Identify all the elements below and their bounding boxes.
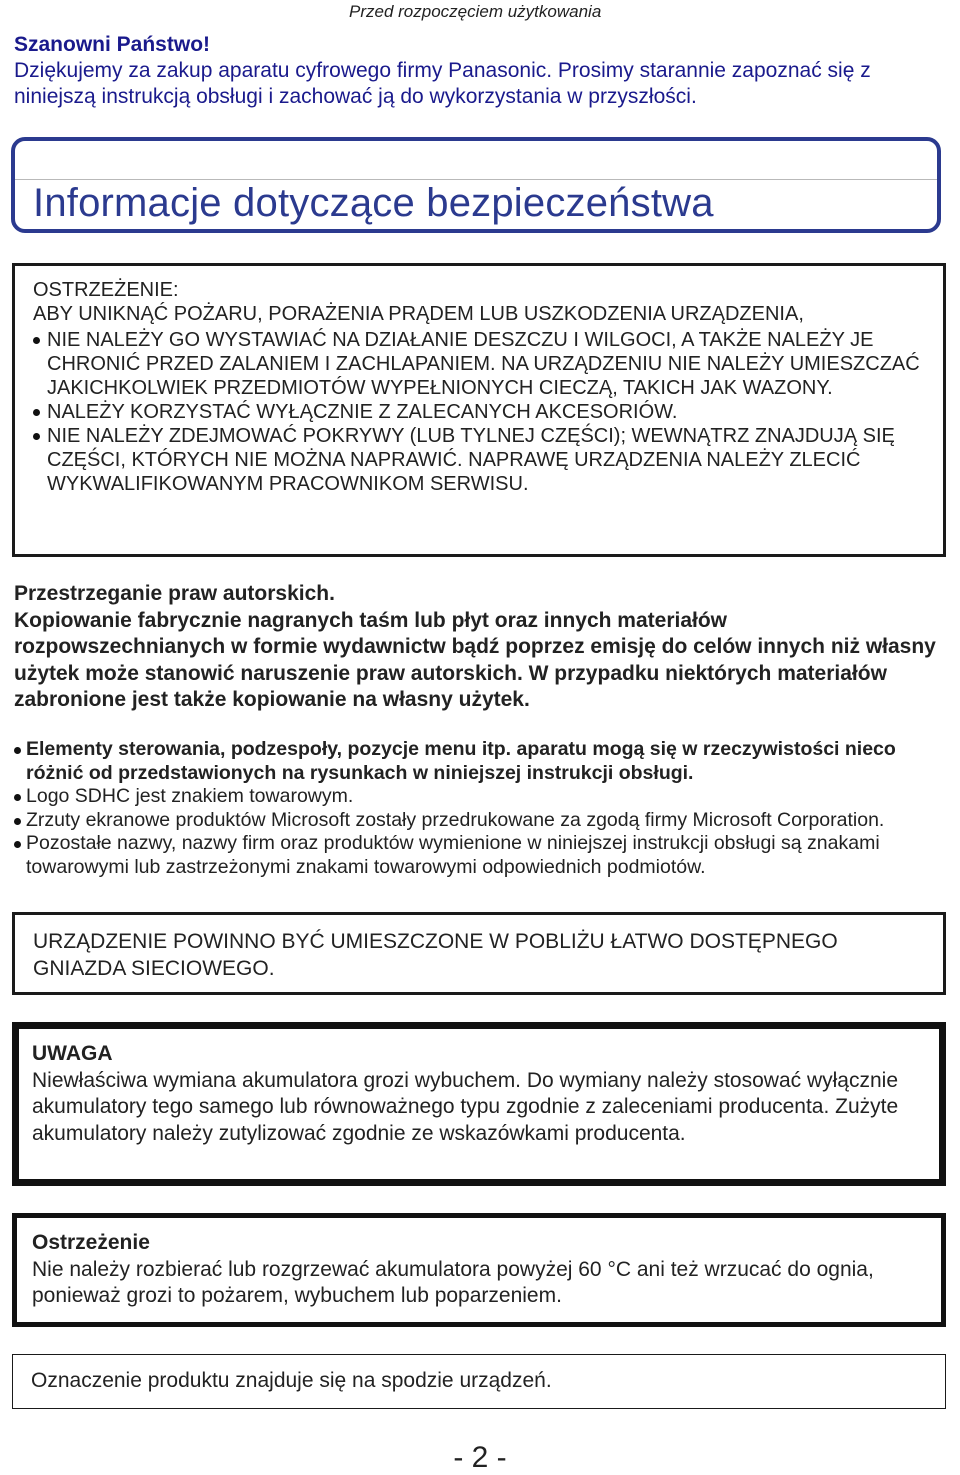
heat-warning-body: Nie należy rozbierać lub rozgrzewać akumulatora powyżej 60 °C ani też wrzucać do ognia, ponieważ grozi to pożarem, wybuchem lub poparzeniem. [32, 1257, 874, 1307]
socket-notice-box [12, 912, 946, 995]
heat-warning-box [12, 1213, 946, 1327]
copyright-title: Przestrzeganie praw autorskich. [14, 582, 335, 605]
page-number: - 2 - [453, 1441, 507, 1474]
warning-intro: ABY UNIKNĄĆ POŻARU, PORAŻENIA PRĄDEM LUB USZKODZENIA URZĄDZENIA, [33, 303, 804, 325]
note-item: Zrzuty ekranowe produktów Microsoft zostały przedrukowane za zgodą firmy Microsoft Corporation. [14, 809, 944, 833]
greeting [14, 32, 944, 110]
warning-item: NIE NALEŻY GO WYSTAWIAĆ NA DZIAŁANIE DESZCZU I WILGOCI, A TAKŻE NALEŻY JE CHRONIĆ PRZED ZALANIEM I ZACHLAPANIEM. NA URZĄDZENIU NIE NALEŻY UMIESZCZAĆ JAKICHKOLWIEK PRZEDMIOTÓW WYPEŁNIONYCH CIECZĄ, TAKICH JAK WAZONY. [33, 328, 925, 400]
greeting-title: Szanowni Państwo! [14, 33, 211, 56]
section-banner [11, 137, 941, 233]
notes-list [14, 738, 944, 879]
warning-item: NALEŻY KORZYSTAĆ WYŁĄCZNIE Z ZALECANYCH AKCESORIÓW. [33, 400, 925, 424]
warning-title: OSTRZEŻENIE: [33, 279, 179, 301]
product-marking-box [12, 1354, 946, 1409]
caution-title: UWAGA [32, 1042, 113, 1065]
note-item: Logo SDHC jest znakiem towarowym. [14, 785, 944, 809]
heat-warning-title: Ostrzeżenie [32, 1231, 150, 1254]
note-item: Pozostałe nazwy, nazwy firm oraz produktów wymienione w niniejszej instrukcji obsługi są znakami towarowymi lub zastrzeżonymi znakami towarowymi odpowiednich podmiotów. [14, 832, 944, 879]
warning-item: NIE NALEŻY ZDEJMOWAĆ POKRYWY (LUB TYLNEJ CZĘŚCI); WEWNĄTRZ ZNAJDUJĄ SIĘ CZĘŚCI, KTÓRYCH NIE MOŻNA NAPRAWIĆ. NAPRAWĘ URZĄDZENIA NALEŻY ZLECIĆ WYKWALIFIKOWANYM PRACOWNIKOM SERWISU. [33, 424, 925, 496]
section-title: Informacje dotyczące bezpieczeństwa [33, 181, 714, 225]
notes-section [14, 738, 944, 879]
running-header: Przed rozpoczęciem użytkowania [349, 2, 602, 21]
banner-divider [15, 141, 937, 180]
warning-list [33, 328, 925, 496]
socket-notice-text: URZĄDZENIE POWINNO BYĆ UMIESZCZONE W POBLIŻU ŁATWO DOSTĘPNEGO GNIAZDA SIECIOWEGO. [33, 930, 838, 980]
greeting-body: Dziękujemy za zakup aparatu cyfrowego firmy Panasonic. Prosimy starannie zapoznać się z niniejszą instrukcją obsługi i zachować ją do wykorzystania w przyszłości. [14, 59, 871, 108]
caution-body: Niewłaściwa wymiana akumulatora grozi wybuchem. Do wymiany należy stosować wyłącznie akumulatory tego samego lub równoważnego typu zgodnie z zaleceniami producenta. Zużyte akumulatory należy zutylizować zgodnie ze wskazówkami producenta. [32, 1068, 899, 1145]
product-marking-text: Oznaczenie produktu znajduje się na spodzie urządzeń. [31, 1369, 552, 1392]
battery-caution-box [12, 1022, 946, 1186]
note-item: Elementy sterowania, podzespoły, pozycje menu itp. aparatu mogą się w rzeczywistości nieco różnić od przedstawionych na rysunkach w niniejszej instrukcji obsługi. [14, 738, 944, 785]
copyright-section [14, 581, 944, 714]
copyright-body: Kopiowanie fabrycznie nagranych taśm lub płyt oraz innych materiałów rozpowszechnianych w formie wydawnictw bądź poprzez emisję do celów innych niż własny użytek może stanowić naruszenie praw autorskich. W przypadku niektórych materiałów zabronione jest także kopiowanie na własny użytek. [14, 608, 936, 711]
safety-warning-box [12, 263, 946, 557]
